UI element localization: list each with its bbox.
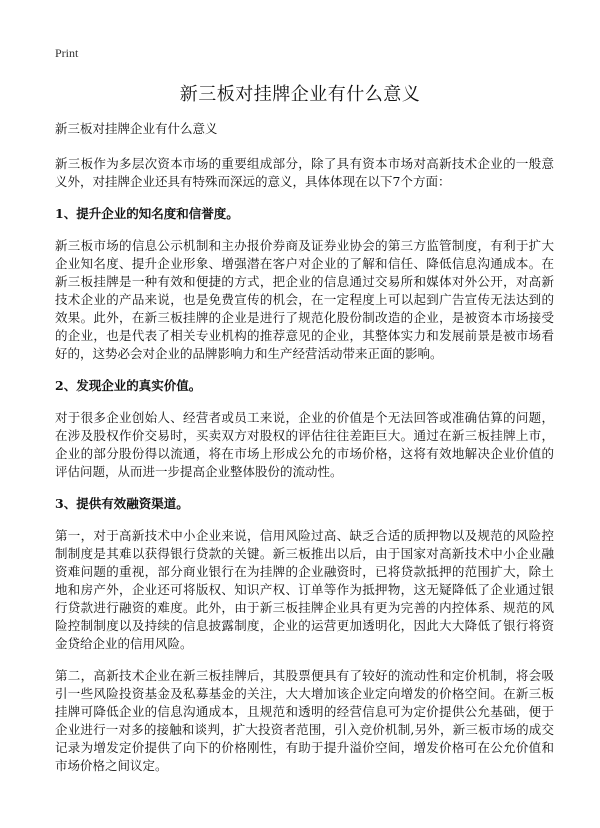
- article-body: [55, 120, 554, 789]
- section-paragraph: 新三板市场的信息公示机制和主办报价券商及证券业协会的第三方监管制度，有利于扩大企业知名度、提升企业形象、增强潜在客户对企业的了解和信任、降低信息沟通成本。在新三板挂牌是一种有效和便捷的方式，把企业的信息通过交易所和媒体对外公开，对高新技术企业的产品来说，也是免费宣传的机会，在一定程度上可以起到广告宣传无法达到的效果。此外，在新三板挂牌的企业是进行了规范化股份制改造的企业，是被资本市场接受的企业，也是代表了相关专业机构的推荐意见的企业，其整体实力和发展前景是被市场看好的，这势必会对企业的品牌影响力和生产经营活动带来正面的影响。: [55, 238, 554, 361]
- print-link[interactable]: Print: [55, 46, 79, 60]
- section-1: [55, 205, 554, 363]
- section-heading: 1、提升企业的知名度和信誉度。: [55, 206, 239, 221]
- intro-paragraph: 新三板作为多层次资本市场的重要组成部分，除了具有资本市场对高新技术企业的一般意义外，对挂牌企业还具有特殊而深远的意义，具体体现在以下7个方面：: [55, 156, 554, 189]
- section-heading: 2、发现企业的真实价值。: [55, 378, 202, 393]
- section-paragraph: 对于很多企业创始人、经营者或员工来说，企业的价值是个无法回答或准确估算的问题，在涉及股权作价交易时，买卖双方对股权的评估往往差距巨大。通过在新三板挂牌上市，企业的部分股份得以流通，将在市场上形成公允的市场价格，这将有效地解决企业价值的评估问题，从而进一步提高企业整体股份的流动性。: [55, 410, 554, 479]
- section-paragraph: 第一，对于高新技术中小企业来说，信用风险过高、缺乏合适的质押物以及规范的风险控制制度是其难以获得银行贷款的关键。新三板推出以后，由于国家对高新技术中小企业融资难问题的重视，部分商业银行在为挂牌的企业融资时，已将贷款抵押的范围扩大，除土地和房产外，企业还可将版权、知识产权、订单等作为抵押物，这无疑降低了企业通过银行贷款进行融资的难度。此外，由于新三板挂牌企业具有更为完善的内控体系、规范的风险控制制度以及持续的信息披露制度，企业的运营更加透明化，因此大大降低了银行将资金贷给企业的信用风险。: [55, 528, 554, 651]
- section-2: [55, 377, 554, 481]
- page-title: 新三板对挂牌企业有什么意义: [179, 84, 421, 105]
- section-heading: 3、提供有效融资渠道。: [55, 496, 189, 511]
- article-subtitle: 新三板对挂牌企业有什么意义: [55, 121, 218, 136]
- section-paragraph: 第二，高新技术企业在新三板挂牌后，其股票便具有了较好的流动性和定价机制，将会吸引一些风险投资基金及私募基金的关注，大大增加该企业定向增发的价格空间。在新三板挂牌可降低企业的信息沟通成本，且规范和透明的经营信息可为定价提供公允基础，便于企业进行一对多的接触和谈判，扩大投资者范围，引入竞价机制,另外，新三板市场的成交记录为增发定价提供了向下的价格刚性，有助于提升溢价空间，增发价格可在公允价值和市场价格之间议定。: [55, 668, 554, 773]
- section-3: [55, 495, 554, 775]
